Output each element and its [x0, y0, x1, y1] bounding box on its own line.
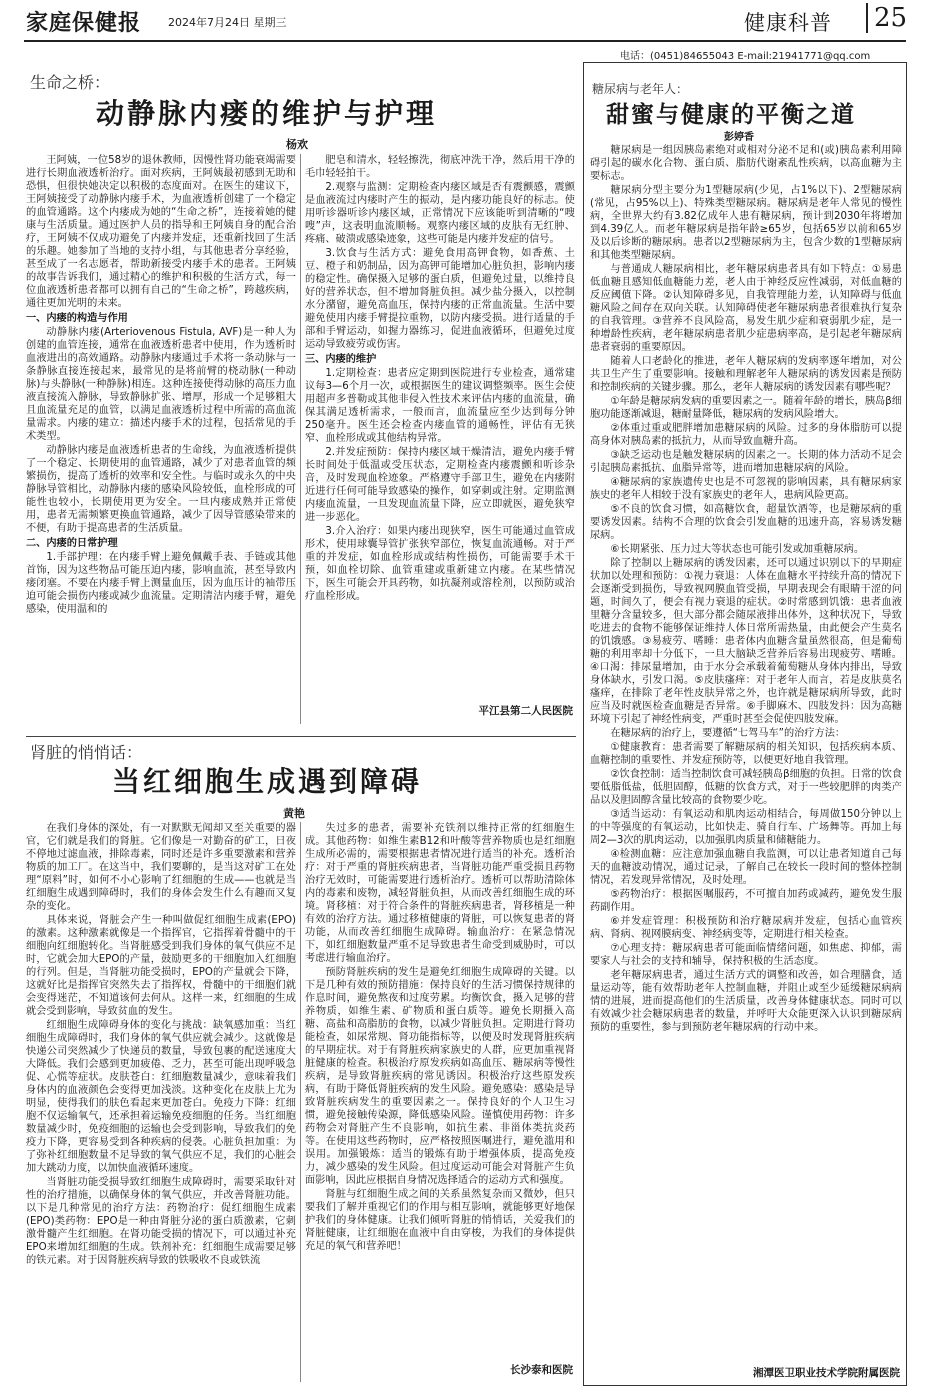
article2-title: 当红细胞生成遇到障碍 — [112, 765, 423, 798]
paragraph: 老年糖尿病患者，通过生活方式的调整和改善，如合理膳食，适量运动等，能有效帮助老年人控制血糖，并阻止或至少延缓糖尿病病情的进展，进而提高他们的生活质量，改善身体健康状态。同时可以有效减少社会糖尿病患者的数量，并呼吁大众能更深入认识到糖尿病预防的重要性，参与到预防老年糖尿病的行动中来。 — [590, 970, 902, 1033]
article1-column-1 — [26, 154, 296, 742]
article2-author: 黄艳 — [283, 807, 305, 820]
article3-body — [590, 144, 902, 1360]
article2-column-1 — [26, 822, 296, 1384]
paragraph: 在我们身体的深处，有一对默默无闻却又至关重要的器官，它们就是我们的肾脏。它们像是一对勤奋的矿工，日夜不停地过滤血液，排除毒素，同时还是许多重要激素和营养物质的加工厂。在这当中，我们要聊的，是当这对矿工在处理“原料”时，如何不小心影响了红细胞的生成——也就是当红细胞生成遇到障碍时，我们的身体会发生什么有趣而又复杂的变化。 — [26, 823, 296, 912]
paragraph: 动静脉内瘘是血液透析患者的生命线，为血液透析提供了一个稳定、长期使用的血管通路，减少了对患者血管的频繁损伤，提高了透析的效率和安全性。与临时或永久的中央静脉导管相比，动静脉内瘘的感染风险较低，血栓形成的可能性也较小，长期使用更为安全。一旦内瘘成熟并正常使用，患者无需频繁更换血管通路，减少了因导管感染带来的不便，有助于提高患者的生活质量。 — [26, 445, 296, 534]
column-divider — [300, 822, 301, 1382]
column-divider — [300, 154, 301, 724]
paragraph: 具体来说，肾脏会产生一种叫做促红细胞生成素(EPO)的激素。这种激素就像是一个指挥官，它指挥着骨髓中的干细胞向红细胞转化。当肾脏感受到我们身体的氧气供应不足时，它就会加大EPO的产量，鼓励更多的干细胞加入红细胞的行列。但是，当肾脏功能受损时，EPO的产量就会下降，这就好比是指挥官突然失去了指挥权，骨髓中的干细胞们就会变得迷茫，不知道该何去何从。这样一来，红细胞的生成就会受到影响，导致贫血的发生。 — [26, 915, 296, 1017]
paragraph: ⑤药物治疗：根据医嘱服药，不可擅自加药或减药，避免发生服药副作用。 — [590, 889, 902, 913]
header-rule — [24, 40, 906, 42]
subheading: 三、内瘘的维护 — [305, 354, 377, 365]
article3-author: 彭婷香 — [724, 132, 754, 143]
article1-column-2 — [305, 154, 575, 702]
paragraph: 除了控制以上糖尿病的诱发因素，还可以通过识别以下的早期症状加以处理和预防：①视力衰退：人体在血糖水平持续升高的情况下会逐渐受到损伤，导致视网膜血管受损，早期表现会有眼睛干涩的问题，时间久了，便会有视力衰退的症状。②时常感到饥饿：患者血液里糖分含量较多，但大部分都会随尿液排出体外，这种状况下，导致吃进去的食物不能够保证维持人体日常所需热量，由此便会产生莫名的饥饿感。③易疲劳、嗜睡：患者体内血糖含量虽然很高，但是葡萄糖的利用率却十分低下，一旦大脑缺乏营养后容易出现疲劳、嗜睡。④口渴：排尿量增加，由于水分会承载着葡萄糖从身体内排出，导致身体缺水，引发口渴。⑤皮肤瘙痒：对于老年人而言，若是皮肤莫名瘙痒，在排除了老年性皮肤异常之外，也许就是糖尿病所导致，此时应当及时就医检查血糖是否异常。⑥手脚麻木、四肢发抖：因为高糖环境下引起了神经性病变，严重时甚至会促使四肢发麻。 — [590, 558, 902, 725]
subheading: 一、内瘘的构造与作用 — [26, 313, 128, 324]
article3-source: 湘潭医卫职业技术学院附属医院 — [753, 1367, 900, 1379]
paragraph: 肥皂和清水，轻轻擦洗，彻底冲洗干净，然后用干净的毛巾轻轻拍干。 — [305, 155, 575, 179]
paragraph: ③缺乏运动也是触发糖尿病的因素之一。长期的体力活动不足会引起胰岛素抵抗、血脂异常等，进而增加患糖尿病的风险。 — [590, 450, 902, 474]
paragraph: 红细胞生成障碍身体的变化与挑战：缺氧感加重：当红细胞生成障碍时，我们身体的氧气供应就会减少。这就像是快递公司突然减少了快递员的数量，导致包裹的配送速度大大降低。我们会感到更加疲倦、乏力，甚至可能出现呼吸急促、心慌等症状。皮肤苍白：红细胞数量减少，意味着我们身体内的血液颜色会变得更加浅淡。这种变化在皮肤上尤为明显，使得我们的肤色看起来更加苍白。免疫力下降：红细胞不仅运输氧气，还承担着运输免疫细胞的任务。当红细胞数量减少时，免疫细胞的运输也会受到影响，导致我们的免疫力下降，更容易受到各种疾病的侵袭。心脏负担加重：为了弥补红细胞数量不足导致的氧气供应不足，我们的心脏会加大跳动力度，以加快血液循环速度。 — [26, 1020, 296, 1174]
paragraph: ②饮食控制：适当控制饮食可减轻胰岛β细胞的负担。日常的饮食要低脂低盐，低胆固醇，低糖的饮食方式，对于一些较肥胖的肉类产品以及胆固醇含量比较高的食物要少吃。 — [590, 769, 902, 806]
paragraph: 2.并发症预防：保持内瘘区域干燥清洁，避免内瘘手臂长时间处于低温或受压状态，定期检查内瘘震颤和听诊杂音，及时发现血栓迹象。严格遵守手部卫生，避免在内瘘附近进行任何可能导致感染的操作，如穿刺或注射。定期监测内瘘血流量，一旦发现血流量下降，应立即就医，避免狭窄进一步恶化。 — [305, 447, 575, 523]
paragraph: 动静脉内瘘(Arteriovenous Fistula, AVF)是一种人为创建的血管连接，通常在血液透析患者中使用，作为透析时血液进出的高效通路。动静脉内瘘通过手术将一条动脉与一条静脉直接连接起来，最常见的是将前臂的桡动脉(一种动脉)与头静脉(一种静脉)相连。这种连接使得动脉的高压力血液直接流入静脉，导致静脉扩张、增厚，形成一个足够粗大且血流量充足的血管，以满足血液透析过程中所需的高血流量需求。内瘘的建立：描述内瘘手术的过程，包括常见的手术类型。 — [26, 327, 296, 442]
section-name: 健康科普 — [744, 11, 832, 35]
paragraph: 与普通成人糖尿病相比，老年糖尿病患者具有如下特点：①易患低血糖且感知低血糖能力差，老人由于神经反应性减弱，对低血糖的反应阈值下降。②认知障碍多见，自我管理能力差，认知障碍与低血糖风险之间存在双向关联。认知障碍使老年糖尿病患者很难执行复杂的自我管理。③营养不良风险高，易发生肌少症和衰弱肌少症，是一种增龄性疾病，老年糖尿病患者肌少症患病率高，是引起老年糖尿病患者衰弱的重要原因。 — [590, 264, 902, 353]
article1-kicker: 生命之桥： — [30, 73, 111, 92]
article1-title: 动静脉内瘘的维护与护理 — [96, 97, 438, 130]
article1-source: 平江县第二人民医院 — [478, 705, 573, 717]
subheading: 二、内瘘的日常护理 — [26, 538, 118, 549]
paragraph: ⑥长期紧张、压力过大等状态也可能引发或加重糖尿病。 — [610, 544, 865, 555]
paragraph: 王阿姨，一位58岁的退休教师，因慢性肾功能衰竭需要进行长期血液透析治疗。面对疾病，王阿姨最初感到无助和恐惧，但很快她决定以积极的态度面对。在医生的建议下，王阿姨接受了动静脉内瘘手术，为血液透析创建了一个稳定的血管通路。这个内瘘成为她的“生命之桥”，连接着她的健康与生活质量。通过医护人员的指导和王阿姨自身的配合治疗，王阿姨不仅成功避免了内瘘并发症，还重新找回了生活的乐趣。她参加了当地的支持小组，与其他患者分享经验，甚至成了一名志愿者，帮助新接受内瘘手术的患者。王阿姨的故事告诉我们，通过精心的维护和积极的生活方式，每一位血液透析患者都可以拥有自己的“生命之桥”，跨越疾病，通往更加光明的未来。 — [26, 155, 296, 309]
paragraph: ②体重过重或肥胖增加患糖尿病的风险。过多的身体脂肪可以提高身体对胰岛素的抵抗力，从而导致血糖升高。 — [590, 423, 902, 447]
paragraph: 2.观察与监测：定期检查内瘘区域是否有震颤感，震颤是血液流过内瘘时产生的振动，是内瘘功能良好的标志。使用听诊器听诊内瘘区域，正常情况下应该能听到清晰的“嗖嗖”声，这表明血流顺畅。观察内瘘区域的皮肤有无红肿、疼痛、破溃或感染迹象，这些可能是内瘘并发症的信号。 — [305, 182, 575, 245]
paragraph: 肾脏与红细胞生成之间的关系虽然复杂而又微妙，但只要我们了解并重视它们的作用与相互影响，就能够更好地保护我们的身体健康。让我们倾听肾脏的悄悄话，关爱我们的肾脏健康，让红细胞在血液中自由穿梭，为我们的身体提供充足的氧气和营养吧！ — [305, 1189, 575, 1252]
paragraph: 1.手部护理：在内瘘手臂上避免佩戴手表、手链或其他首饰，因为这些物品可能压迫内瘘，影响血流，甚至导致内瘘闭塞。不要在内瘘手臂上测量血压，因为血压计的袖带压迫可能会损伤内瘘或减少血流量。定期清洁内瘘手臂，避免感染，使用温和的 — [26, 552, 296, 615]
article2-kicker: 肾脏的悄悄话： — [30, 743, 143, 762]
article2-column-2 — [305, 822, 575, 1358]
article3-kicker: 糖尿病与老年人： — [592, 82, 689, 96]
paragraph: ⑦心理支持：糖尿病患者可能面临情绪问题，如焦虑、抑郁，需要家人与社会的支持和辅导，保持积极的生活态度。 — [590, 943, 902, 967]
paragraph: 失过多的患者，需要补充铁剂以维持正常的红细胞生成。其他药物：如维生素B12和叶酸等营养物质也是红细胞生成所必需的，需要根据患者情况进行适当的补充。透析治疗：对于严重的肾脏疾病患者，当肾脏功能严重受损且药物治疗无效时，可能需要进行透析治疗。透析可以帮助清除体内的毒素和废物，减轻肾脏负担，从而改善红细胞生成的环境。肾移植：对于符合条件的肾脏疾病患者，肾移植是一种有效的治疗方法。通过移植健康的肾脏，可以恢复患者的肾功能，从而改善红细胞生成障碍。输血治疗：在紧急情况下，如红细胞数量严重不足导致患者生命受到威胁时，可以考虑进行输血治疗。 — [305, 823, 575, 964]
paragraph: 当肾脏功能受损导致红细胞生成障碍时，需要采取针对性的治疗措施，以确保身体的氧气供应，并改善肾脏功能。以下是几种常见的治疗方法：药物治疗：促红细胞生成素(EPO)类药物：EPO是一种由肾脏分泌的蛋白质激素，它刺激骨髓产生红细胞。在肾功能受损的情况下，可以通过补充EPO来增加红细胞的生成。铁剂补充：红细胞生成需要足够的铁元素。对于因肾脏疾病导致的铁吸收不良或铁流 — [26, 1177, 296, 1266]
newspaper-name: 家庭保健报 — [26, 10, 142, 36]
paragraph: 3.介入治疗：如果内瘘出现狭窄，医生可能通过血管成形术，使用球囊导管扩张狭窄部位，恢复血流通畅。对于严重的并发症，如血栓形成或结构性损伤，可能需要手术干预，如血栓切除、血管重建或重新建立内瘘。在某些情况下，医生可能会开具药物，如抗凝剂或溶栓剂，以预防或治疗血栓形成。 — [305, 526, 575, 602]
paragraph: 随着人口老龄化的推进，老年人糖尿病的发病率逐年增加，对公共卫生产生了重要影响。接触和理解老年人糖尿病的诱发因素是预防和控制疾病的关键步骤。那么，老年人糖尿病的诱发因素有哪些呢？ — [590, 356, 902, 393]
paragraph: ⑥并发症管理：积极预防和治疗糖尿病并发症，包括心血管疾病、肾病、视网膜病变、神经病变等，定期进行相关检查。 — [590, 916, 902, 940]
page-number: 25 — [866, 3, 907, 33]
article-divider — [26, 736, 576, 737]
paragraph: ④糖尿病的家族遗传史也是不可忽视的影响因素，具有糖尿病家族史的老年人相较于没有家族史的老年人，患病风险更高。 — [590, 477, 902, 501]
article3-title: 甜蜜与健康的平衡之道 — [606, 101, 856, 128]
paragraph: 在糖尿病的治疗上，要遵循“七驾马车”的治疗方法： — [610, 728, 846, 739]
paragraph: 糖尿病分型主要分为1型糖尿病(少见，占1%以下)、2型糖尿病(常见，占95%以上)、特殊类型糖尿病。糖尿病是老年人常见的慢性病，全世界大约有3.82亿成年人患有糖尿病，预计到2030年将增加到4.39亿人。而老年糖尿病是指年龄≥65岁，包括65岁以前和65岁及以后诊断的糖尿病。患者以2型糖尿病为主，包含少数的1型糖尿病和其他类型糖尿病。 — [590, 185, 902, 261]
paragraph: ①健康教育：患者需要了解糖尿病的相关知识，包括疾病本质、血糖控制的重要性、并发症预防等，以便更好地自我管理。 — [590, 742, 902, 766]
paragraph: ⑤不良的饮食习惯，如高糖饮食，超量饮酒等，也是糖尿病的重要诱发因素。结构不合理的饮食会引发血糖的迅速升高，容易诱发糖尿病。 — [590, 504, 902, 541]
paragraph: ④检测血糖：应注意加强血糖自我监测，可以让患者知道自己每天的血糖波动情况，通过记录，了解自己在较长一段时间的整体控制情况，若发现异常情况，及时处理。 — [590, 849, 902, 886]
paragraph: 糖尿病是一组因胰岛素绝对或相对分泌不足和(或)胰岛素利用障碍引起的碳水化合物、蛋白质、脂肪代谢紊乱性疾病，以高血糖为主要标志。 — [590, 145, 902, 182]
paragraph: ③适当运动：有氧运动和肌肉运动相结合，每周做150分钟以上的中等强度的有氧运动，比如快走、骑自行车、广场舞等。再加上每周2—3次的肌肉运动，以加强肌肉质量和储糖能力。 — [590, 809, 902, 846]
article2-source: 长沙泰和医院 — [510, 1364, 573, 1376]
paragraph: 1.定期检查：患者应定期到医院进行专业检查，通常建议每3—6个月一次，或根据医生的建议调整频率。医生会使用超声多普勒或其他非侵入性技术来评估内瘘的血流量，确保其满足透析需求，一般而言，血流量应至少达到每分钟250毫升。医生还会检查内瘘血管的通畅性，评估有无狭窄、血栓形成或其他结构异常。 — [305, 368, 575, 444]
paragraph: ①年龄是糖尿病发病的重要因素之一。随着年龄的增长，胰岛β细胞功能逐渐减退，糖耐量降低，糖尿病的发病风险增大。 — [590, 396, 902, 420]
paragraph: 3.饮食与生活方式：避免食用高钾食物，如香蕉、土豆、橙子和奶制品，因为高钾可能增加心脏负担，影响内瘘的稳定性。确保摄入足够的蛋白质，但避免过量，以维持良好的营养状态，但不增加肾脏负担。减少盐分摄入，以控制水分潴留，避免高血压，保持内瘘的正常血流量。生活中要避免使用内瘘手臂提拉重物，以防内瘘受损。进行适量的手部和手臂运动，如握力器练习，促进血液循环，但避免过度运动导致疲劳或伤害。 — [305, 248, 575, 350]
article1-author: 杨欢 — [286, 138, 308, 151]
paragraph: 预防肾脏疾病的发生是避免红细胞生成障碍的关键。以下是几种有效的预防措施：保持良好的生活习惯保持规律的作息时间，避免熬夜和过度劳累。均衡饮食，摄入足够的营养物质，如维生素、矿物质和蛋白质等。避免长期摄入高糖、高盐和高脂肪的食物，以减少肾脏负担。定期进行肾功能检查，如尿常规、肾功能指标等，以便及时发现肾脏疾病的早期症状。对于有肾脏疾病家族史的人群，应更加重视肾脏健康的检查。积极治疗原发疾病如高血压、糖尿病等慢性疾病，是导致肾脏疾病的常见诱因。积极治疗这些原发疾病，有助于降低肾脏疾病的发生风险。避免感染：感染是导致肾脏疾病发生的重要因素之一。保持良好的个人卫生习惯，避免接触传染源，降低感染风险。谨慎使用药物：许多药物会对肾脏产生不良影响，如抗生素、非甾体类抗炎药等。在使用这些药物时，应严格按照医嘱进行，避免滥用和误用。加强锻炼：适当的锻炼有助于增强体质，提高免疫力，减少感染的发生风险。但过度运动可能会对肾脏产生负面影响，因此应根据自身情况选择适合的运动方式和强度。 — [305, 967, 575, 1186]
contact-info: 电话：(0451)84655043 E-mail:21941771@qq.com — [620, 51, 871, 62]
issue-date: 2024年7月24日 星期三 — [168, 16, 287, 29]
